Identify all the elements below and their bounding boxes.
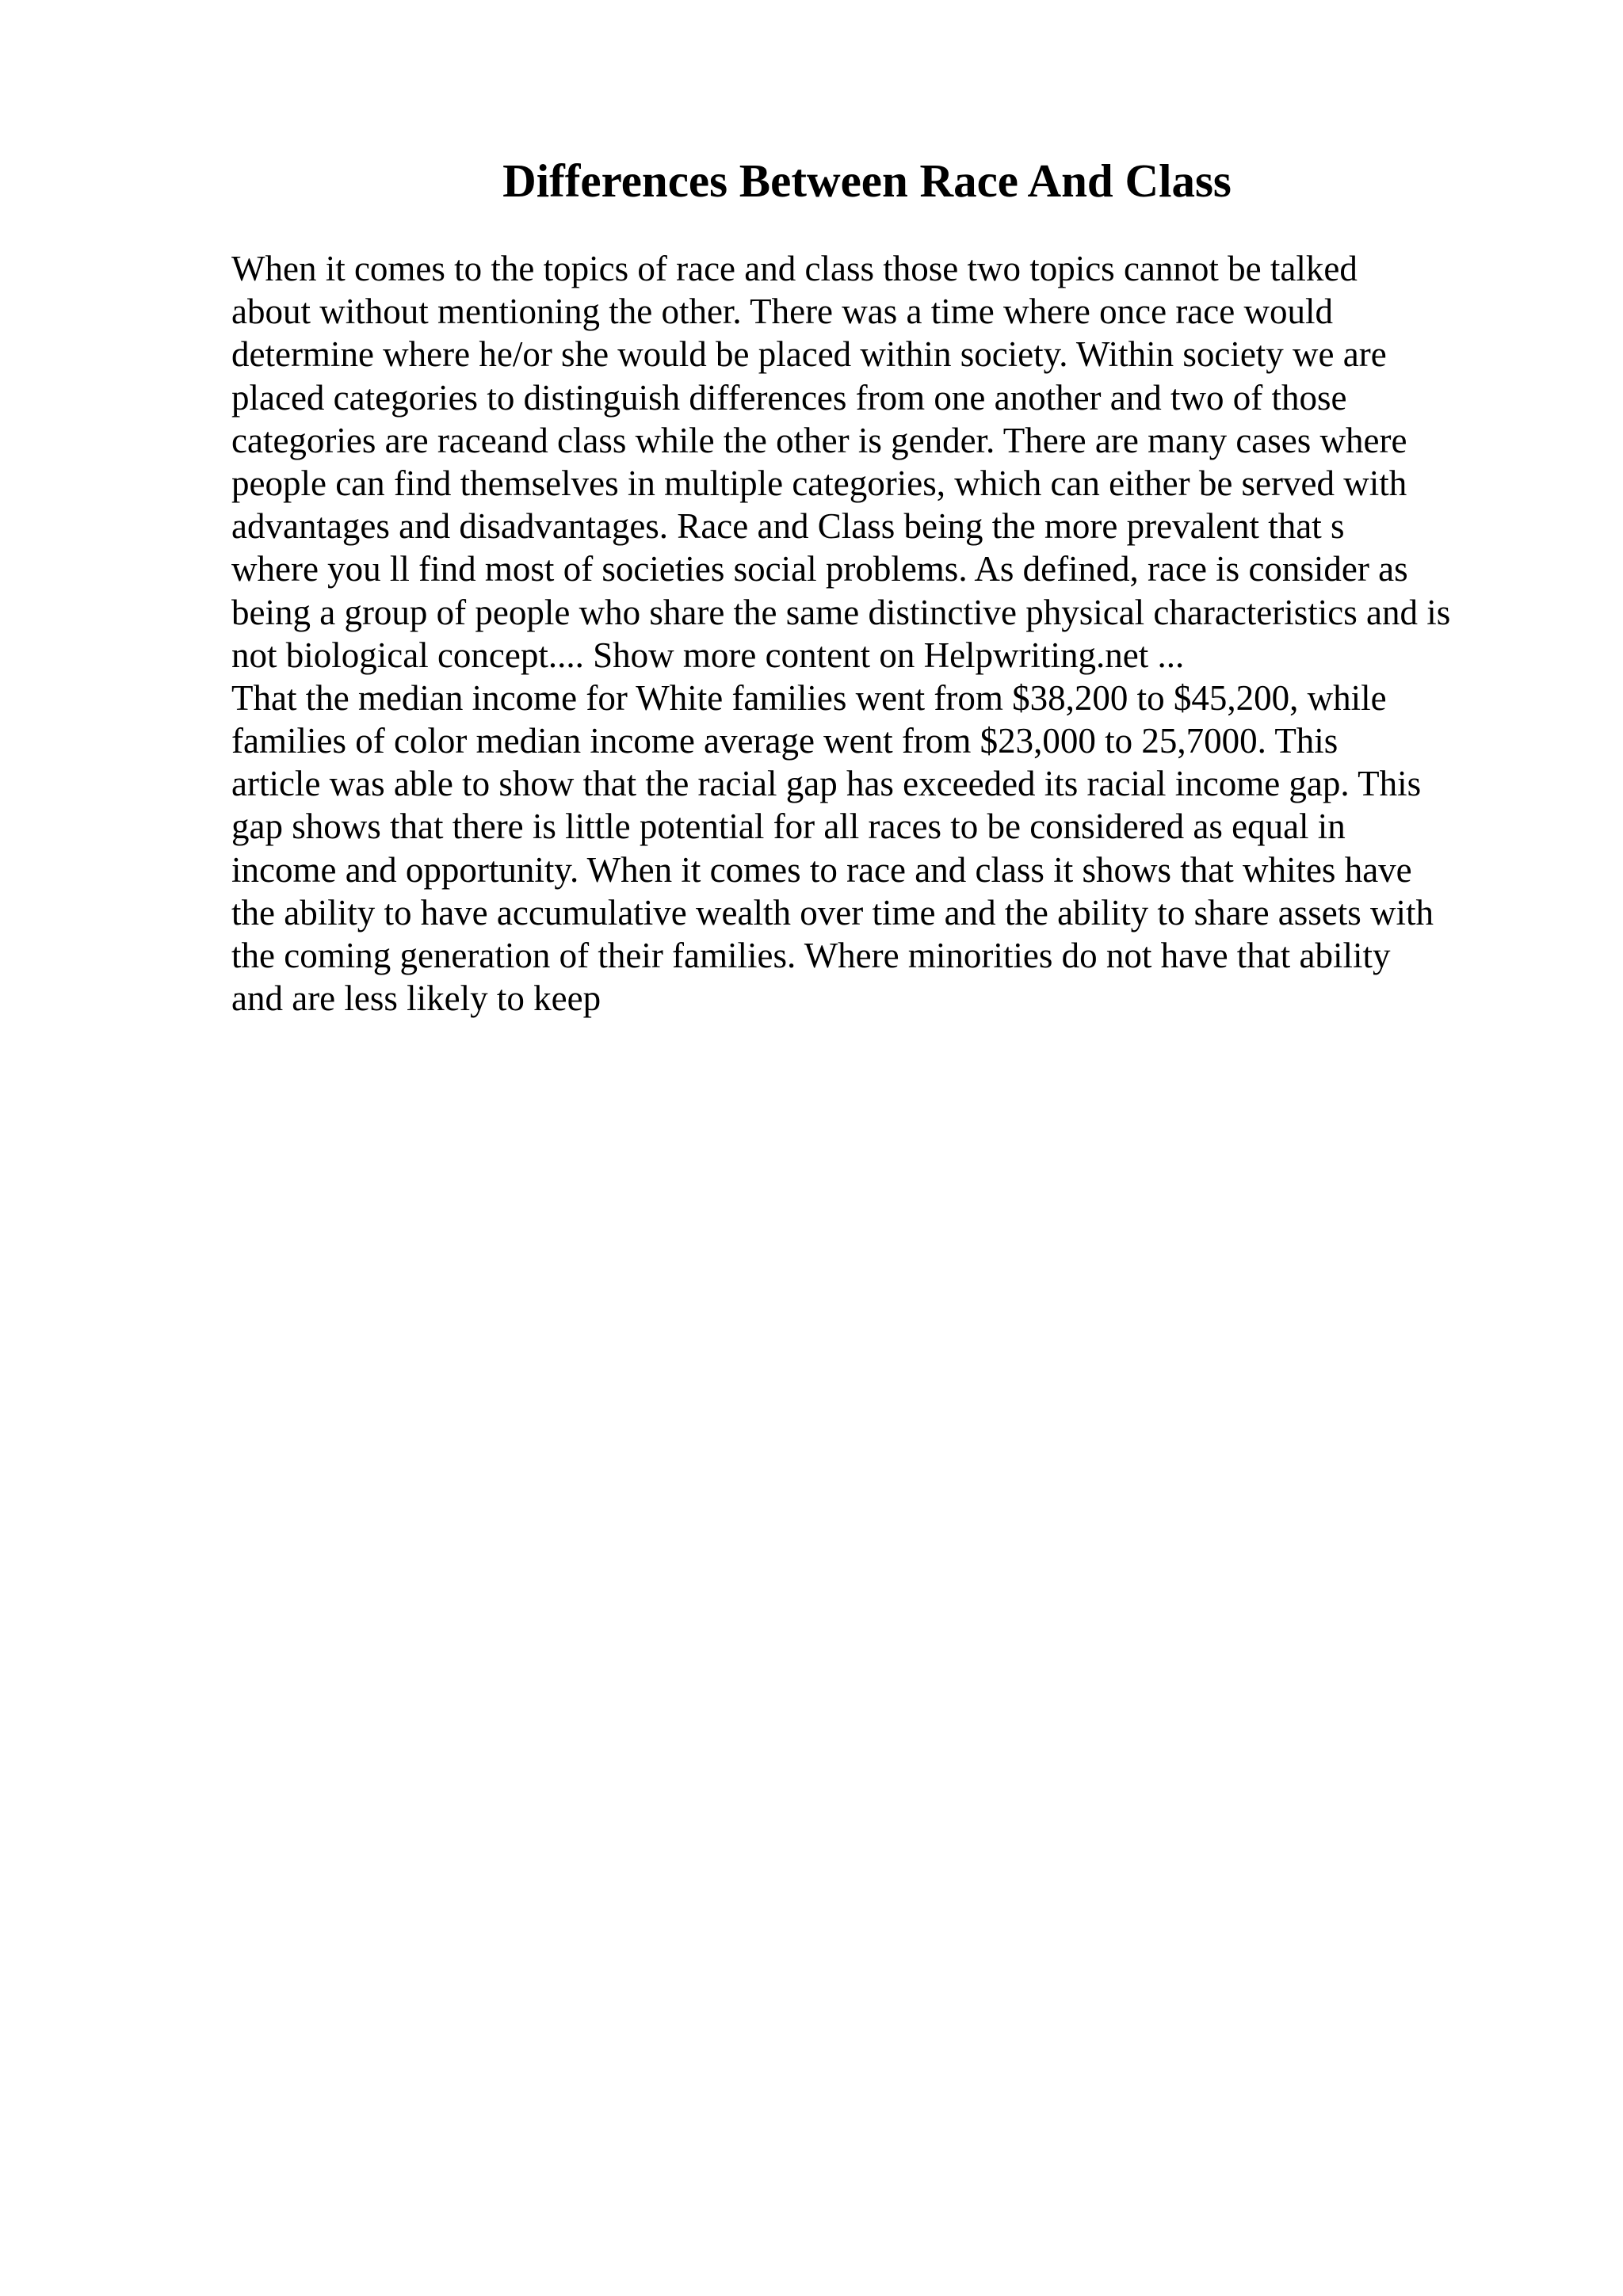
body-line: When it comes to the topics of race and class those two topics cannot be talked [231, 249, 1358, 288]
body-line: about without mentioning the other. There was a time where once race would [231, 292, 1333, 332]
body-line: determine where he/or she would be placed within society. Within society we are [231, 334, 1387, 375]
body-line: article was able to show that the racial gap has exceeded its racial income gap. This [231, 764, 1422, 804]
body-line: gap shows that there is little potential for all races to be considered as equal in [231, 807, 1346, 847]
body-line: families of color median income average went from $23,000 to 25,7000. This [231, 721, 1338, 761]
body-line: advantages and disadvantages. Race and Class being the more prevalent that s [231, 506, 1345, 547]
body-line: being a group of people who share the same distinctive physical characteristics and is [231, 592, 1451, 632]
body-line: categories are raceand class while the other is gender. There are many cases where [231, 420, 1407, 460]
document-title: Differences Between Race And Class [502, 154, 1232, 207]
body-line: where you ll find most of societies social problems. As defined, race is consider as [231, 549, 1408, 589]
body-line: placed categories to distinguish differences from one another and two of those [231, 377, 1347, 418]
body-line: That the median income for White families went from $38,200 to $45,200, while [231, 677, 1387, 718]
body-line: not biological concept.... Show more content on Helpwriting.net ... [231, 635, 1185, 675]
body-line: income and opportunity. When it comes to race and class it shows that whites have [231, 849, 1412, 890]
body-line: the ability to have accumulative wealth over time and the ability to share assets with [231, 892, 1434, 933]
document-body [231, 247, 1547, 1020]
body-line: the coming generation of their families. Where minorities do not have that ability [231, 936, 1391, 975]
body-line: and are less likely to keep [231, 978, 601, 1019]
body-line: people can find themselves in multiple categories, which can either be served with [231, 463, 1407, 503]
